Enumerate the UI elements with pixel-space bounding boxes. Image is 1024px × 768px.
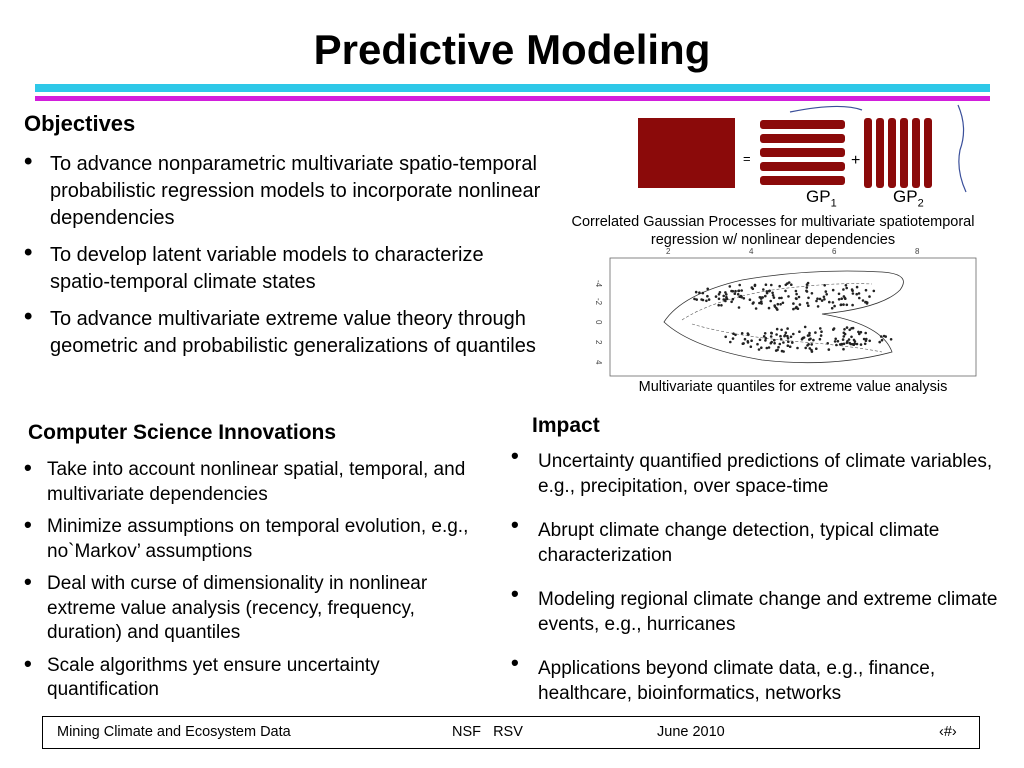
scatter-point — [865, 339, 868, 342]
scatter-point — [795, 297, 798, 300]
scatter-point — [828, 301, 831, 304]
scatter-point — [773, 296, 776, 299]
outer-contour — [664, 271, 903, 363]
scatter-point — [825, 290, 828, 293]
scatter-point — [842, 338, 845, 341]
scatter-point — [782, 302, 785, 305]
scatter-point — [840, 303, 843, 306]
scatter-point — [820, 330, 823, 333]
scatter-point — [865, 301, 868, 304]
scatter-point — [734, 292, 737, 295]
scatter-point — [764, 295, 767, 298]
gp1-bar — [760, 162, 845, 171]
y-tick-label: -4 — [594, 280, 603, 288]
scatter-point — [768, 346, 771, 349]
scatter-point — [702, 292, 705, 295]
scatter-point — [706, 288, 709, 291]
x-tick-label: 6 — [832, 247, 837, 256]
scatter-point — [799, 303, 802, 306]
scatter-point — [787, 344, 790, 347]
scatter-point — [881, 339, 884, 342]
scatter-point — [864, 332, 867, 335]
scatter-point — [823, 284, 826, 287]
scatter-point — [842, 288, 845, 291]
scatter-point — [796, 347, 799, 350]
scatter-point — [750, 345, 753, 348]
scatter-point — [840, 297, 843, 300]
scatter-point — [806, 302, 809, 305]
scatter-point — [842, 303, 845, 306]
scatter-point — [702, 299, 705, 302]
scatter-point — [846, 340, 849, 343]
scatter-point — [732, 298, 735, 301]
scatter-point — [838, 293, 841, 296]
scatter-point — [768, 307, 771, 310]
scatter-point — [868, 295, 871, 298]
scatter-point — [858, 333, 861, 336]
scatter-point — [832, 289, 835, 292]
scatter-point — [846, 304, 849, 307]
scatter-point — [780, 329, 783, 332]
scatter-point — [777, 303, 780, 306]
scatter-point — [779, 335, 782, 338]
gp1-label: $GP_1$ — [806, 187, 837, 210]
footer-title: Mining Climate and Ecosystem Data — [57, 724, 291, 740]
scatter-point — [807, 343, 810, 346]
scatter-point — [743, 297, 746, 300]
scatter-point — [725, 293, 728, 296]
impact-list — [511, 443, 1001, 725]
scatter-point — [775, 333, 778, 336]
scatter-point — [782, 341, 785, 344]
slide-title: Predictive Modeling — [313, 26, 711, 73]
list-item: • Uncertainty quantified predictions of climate variables, e.g., precipitation, over space-time — [511, 443, 993, 497]
y-tick-label: 2 — [594, 340, 603, 345]
scatter-point — [734, 334, 737, 337]
bullet-icon: • — [511, 512, 519, 537]
scatter-point — [795, 293, 798, 296]
scatter-point — [787, 340, 790, 343]
scatter-point — [785, 331, 788, 334]
scatter-point — [884, 335, 887, 338]
scatter-point — [698, 291, 701, 294]
scatter-point — [730, 301, 733, 304]
scatter-point — [856, 343, 859, 346]
scatter-point — [738, 295, 741, 298]
impact-heading: Impact — [532, 414, 600, 437]
footer-page-number: ‹#› — [939, 724, 957, 740]
scatter-point — [770, 335, 773, 338]
scatter-point — [730, 290, 733, 293]
gp1-bar — [760, 120, 845, 129]
gp2-label: $GP_2$ — [893, 187, 924, 210]
scatter-point — [780, 338, 783, 341]
scatter-point — [850, 327, 853, 330]
covariance-matrix — [638, 118, 735, 188]
scatter-point — [742, 342, 745, 345]
scatter-point — [770, 342, 773, 345]
scatter-point — [774, 305, 777, 308]
scatter-point — [764, 339, 767, 342]
equals-sign: = — [743, 151, 751, 166]
scatter-point — [756, 343, 759, 346]
scatter-point — [806, 286, 809, 289]
scatter-point — [862, 299, 865, 302]
scatter-point — [843, 343, 846, 346]
gp1-bar — [760, 134, 845, 143]
scatter-point — [816, 297, 819, 300]
quantile-scatter-plot — [582, 244, 982, 379]
scatter-point — [718, 298, 721, 301]
scatter-point — [837, 340, 840, 343]
scatter-point — [858, 297, 861, 300]
scatter-point — [803, 336, 806, 339]
scatter-point — [860, 343, 863, 346]
gp-matrix-figure — [600, 100, 990, 210]
x-tick-label: 8 — [915, 247, 920, 256]
scatter-point — [776, 328, 779, 331]
bullet-icon: • — [24, 303, 33, 330]
plot-frame — [610, 258, 976, 376]
scatter-point — [810, 343, 813, 346]
list-item: • Applications beyond climate data, e.g., finance, healthcare, bioinformatics, networks — [511, 650, 936, 704]
figure2-caption: Multivariate quantiles for extreme value analysis — [638, 379, 948, 395]
list-item: • Scale algorithms yet ensure uncertainty quantification — [24, 650, 380, 700]
scatter-point — [758, 348, 761, 351]
scatter-point — [823, 298, 826, 301]
scatter-point — [791, 341, 794, 344]
scatter-point — [772, 294, 775, 297]
list-item: • Deal with curse of dimensionality in nonlinear extreme value analysis (recency, frequency, duration) and quantiles — [24, 569, 428, 643]
footer-date: June 2010 — [657, 724, 725, 740]
scatter-point — [769, 300, 772, 303]
scatter-point — [764, 332, 767, 335]
scatter-point — [810, 349, 813, 352]
scatter-point — [792, 302, 795, 305]
footer-box — [42, 716, 980, 749]
scatter-point — [771, 292, 774, 295]
scatter-point — [773, 342, 776, 345]
scatter-point — [720, 304, 723, 307]
scatter-point — [846, 326, 849, 329]
gp2-bar — [864, 118, 872, 188]
cs-heading: Computer Science Innovations — [28, 421, 337, 444]
scatter-point — [766, 290, 769, 293]
scatter-point — [843, 332, 846, 335]
right-brace — [958, 105, 966, 192]
scatter-point — [725, 296, 728, 299]
scatter-point — [762, 288, 765, 291]
scatter-point — [831, 307, 834, 310]
scatter-point — [792, 333, 795, 336]
scatter-point — [738, 284, 741, 287]
scatter-point — [811, 292, 814, 295]
scatter-point — [722, 295, 725, 298]
scatter-point — [789, 345, 792, 348]
scatter-point — [779, 343, 782, 346]
scatter-point — [773, 339, 776, 342]
gp2-bar — [924, 118, 932, 188]
scatter-point — [814, 331, 817, 334]
scatter-point — [693, 298, 696, 301]
scatter-point — [715, 295, 718, 298]
scatter-point — [868, 340, 871, 343]
scatter-point — [806, 283, 809, 286]
figure1-caption: Correlated Gaussian Processes for multivariate spatiotemporal regression w/ nonlinear dependencies — [571, 214, 975, 248]
scatter-points — [693, 281, 892, 353]
scatter-point — [770, 332, 773, 335]
gp2-bar — [876, 118, 884, 188]
scatter-point — [784, 334, 787, 337]
scatter-point — [834, 338, 837, 341]
scatter-point — [842, 348, 845, 351]
scatter-point — [754, 284, 757, 287]
scatter-point — [744, 338, 747, 341]
scatter-point — [747, 333, 750, 336]
y-tick-label: 4 — [594, 360, 603, 365]
scatter-point — [752, 288, 755, 291]
scatter-point — [826, 342, 829, 345]
gp1-bar — [760, 148, 845, 157]
scatter-point — [760, 346, 763, 349]
cs-list — [24, 455, 494, 711]
scatter-point — [856, 286, 859, 289]
scatter-point — [851, 289, 854, 292]
scatter-point — [763, 335, 766, 338]
scatter-point — [832, 301, 835, 304]
scatter-point — [770, 284, 773, 287]
scatter-point — [819, 338, 822, 341]
scatter-point — [732, 337, 735, 340]
scatter-point — [878, 341, 881, 344]
scatter-point — [790, 283, 793, 286]
scatter-point — [880, 335, 883, 338]
scatter-point — [858, 292, 861, 295]
list-item: • Abrupt climate change detection, typical climate characterization — [511, 512, 940, 566]
scatter-point — [805, 290, 808, 293]
scatter-point — [786, 335, 789, 338]
scatter-point — [740, 289, 743, 292]
scatter-point — [821, 299, 824, 302]
title-bar-cyan — [35, 84, 990, 92]
bullet-icon: • — [24, 650, 32, 676]
gp2-bar — [912, 118, 920, 188]
scatter-point — [795, 306, 798, 309]
scatter-point — [695, 298, 698, 301]
scatter-point — [778, 285, 781, 288]
list-item: • Take into account nonlinear spatial, temporal, and multivariate dependencies — [24, 455, 466, 505]
plus-sign: + — [851, 152, 861, 169]
scatter-point — [734, 290, 737, 293]
scatter-point — [779, 303, 782, 306]
scatter-point — [843, 335, 846, 338]
scatter-point — [850, 336, 853, 339]
scatter-point — [833, 327, 836, 330]
scatter-point — [724, 336, 727, 339]
scatter-point — [729, 341, 732, 344]
scatter-point — [752, 302, 755, 305]
scatter-point — [833, 305, 836, 308]
scatter-point — [815, 300, 818, 303]
scatter-point — [737, 290, 740, 293]
scatter-point — [853, 342, 856, 345]
bullet-icon: • — [24, 455, 32, 480]
scatter-point — [804, 326, 807, 329]
list-item: • To advance multivariate extreme value theory through geometric and probabilistic generalizations of quantiles — [24, 303, 536, 357]
scatter-point — [807, 297, 810, 300]
scatter-point — [864, 343, 867, 346]
scatter-point — [755, 307, 758, 310]
scatter-point — [768, 290, 771, 293]
bullet-icon: • — [24, 148, 33, 175]
y-tick-label: 0 — [594, 320, 603, 325]
scatter-point — [855, 293, 858, 296]
scatter-point — [838, 298, 841, 301]
scatter-point — [807, 304, 810, 307]
scatter-point — [747, 341, 750, 344]
scatter-point — [695, 291, 698, 294]
list-item: • Modeling regional climate change and extreme climate events, e.g., hurricanes — [511, 581, 998, 635]
scatter-point — [737, 293, 740, 296]
scatter-point — [815, 347, 818, 350]
scatter-point — [804, 347, 807, 350]
scatter-point — [828, 348, 831, 351]
scatter-point — [819, 327, 822, 330]
scatter-point — [865, 289, 868, 292]
scatter-point — [766, 347, 769, 350]
scatter-point — [795, 290, 798, 293]
footer-org: NSF RSV — [452, 724, 523, 740]
scatter-point — [786, 327, 789, 330]
scatter-point — [798, 296, 801, 299]
scatter-point — [853, 339, 856, 342]
scatter-point — [851, 304, 854, 307]
bullet-icon: • — [24, 569, 32, 594]
scatter-point — [777, 346, 780, 349]
scatter-point — [718, 293, 721, 296]
scatter-point — [844, 297, 847, 300]
scatter-point — [782, 350, 785, 353]
scatter-point — [759, 339, 762, 342]
bullet-icon: • — [511, 443, 519, 468]
bullet-icon: • — [24, 512, 32, 537]
scatter-point — [873, 290, 876, 293]
scatter-point — [738, 306, 741, 309]
scatter-point — [717, 304, 720, 307]
bullet-icon: • — [511, 650, 519, 675]
scatter-point — [808, 332, 811, 335]
scatter-point — [890, 338, 893, 341]
scatter-point — [798, 330, 801, 333]
scatter-point — [706, 295, 709, 298]
scatter-point — [749, 298, 752, 301]
scatter-point — [765, 283, 768, 286]
scatter-point — [819, 298, 822, 301]
scatter-point — [845, 284, 848, 287]
scatter-point — [775, 349, 778, 352]
scatter-point — [835, 344, 838, 347]
scatter-point — [834, 340, 837, 343]
scatter-point — [776, 308, 779, 311]
scatter-point — [792, 308, 795, 311]
scatter-point — [741, 332, 744, 335]
y-tick-label: -2 — [594, 298, 603, 306]
scatter-point — [705, 300, 708, 303]
list-item: • Minimize assumptions on temporal evolution, e.g., no`Markov’ assumptions — [24, 512, 469, 562]
scatter-point — [809, 338, 812, 341]
scatter-point — [758, 302, 761, 305]
scatter-point — [820, 334, 823, 337]
scatter-point — [778, 297, 781, 300]
list-item: • To advance nonparametric multivariate spatio-temporal probabilistic regression models to incorporate nonlinear dependencies — [24, 148, 541, 229]
scatter-point — [839, 343, 842, 346]
list-item: • To develop latent variable models to characterize spatio-temporal climate states — [24, 239, 484, 293]
scatter-point — [852, 292, 855, 295]
scatter-point — [843, 328, 846, 331]
scatter-point — [823, 296, 826, 299]
top-brace — [790, 106, 862, 112]
scatter-point — [845, 287, 848, 290]
x-tick-label: 4 — [749, 247, 754, 256]
gp2-bar — [888, 118, 896, 188]
scatter-point — [784, 290, 787, 293]
scatter-point — [729, 285, 732, 288]
scatter-point — [750, 339, 753, 342]
scatter-point — [825, 293, 828, 296]
gp2-bar — [900, 118, 908, 188]
scatter-point — [788, 281, 791, 284]
bullet-icon: • — [511, 581, 519, 606]
bullet-icon: • — [24, 239, 33, 266]
scatter-point — [708, 298, 711, 301]
scatter-point — [760, 296, 763, 299]
scatter-point — [817, 305, 820, 308]
gp1-bar — [760, 176, 845, 185]
objectives-list — [24, 148, 549, 370]
objectives-heading: Objectives — [24, 111, 136, 136]
scatter-point — [790, 336, 793, 339]
scatter-point — [787, 295, 790, 298]
scatter-point — [812, 339, 815, 342]
x-tick-label: 2 — [666, 247, 671, 256]
